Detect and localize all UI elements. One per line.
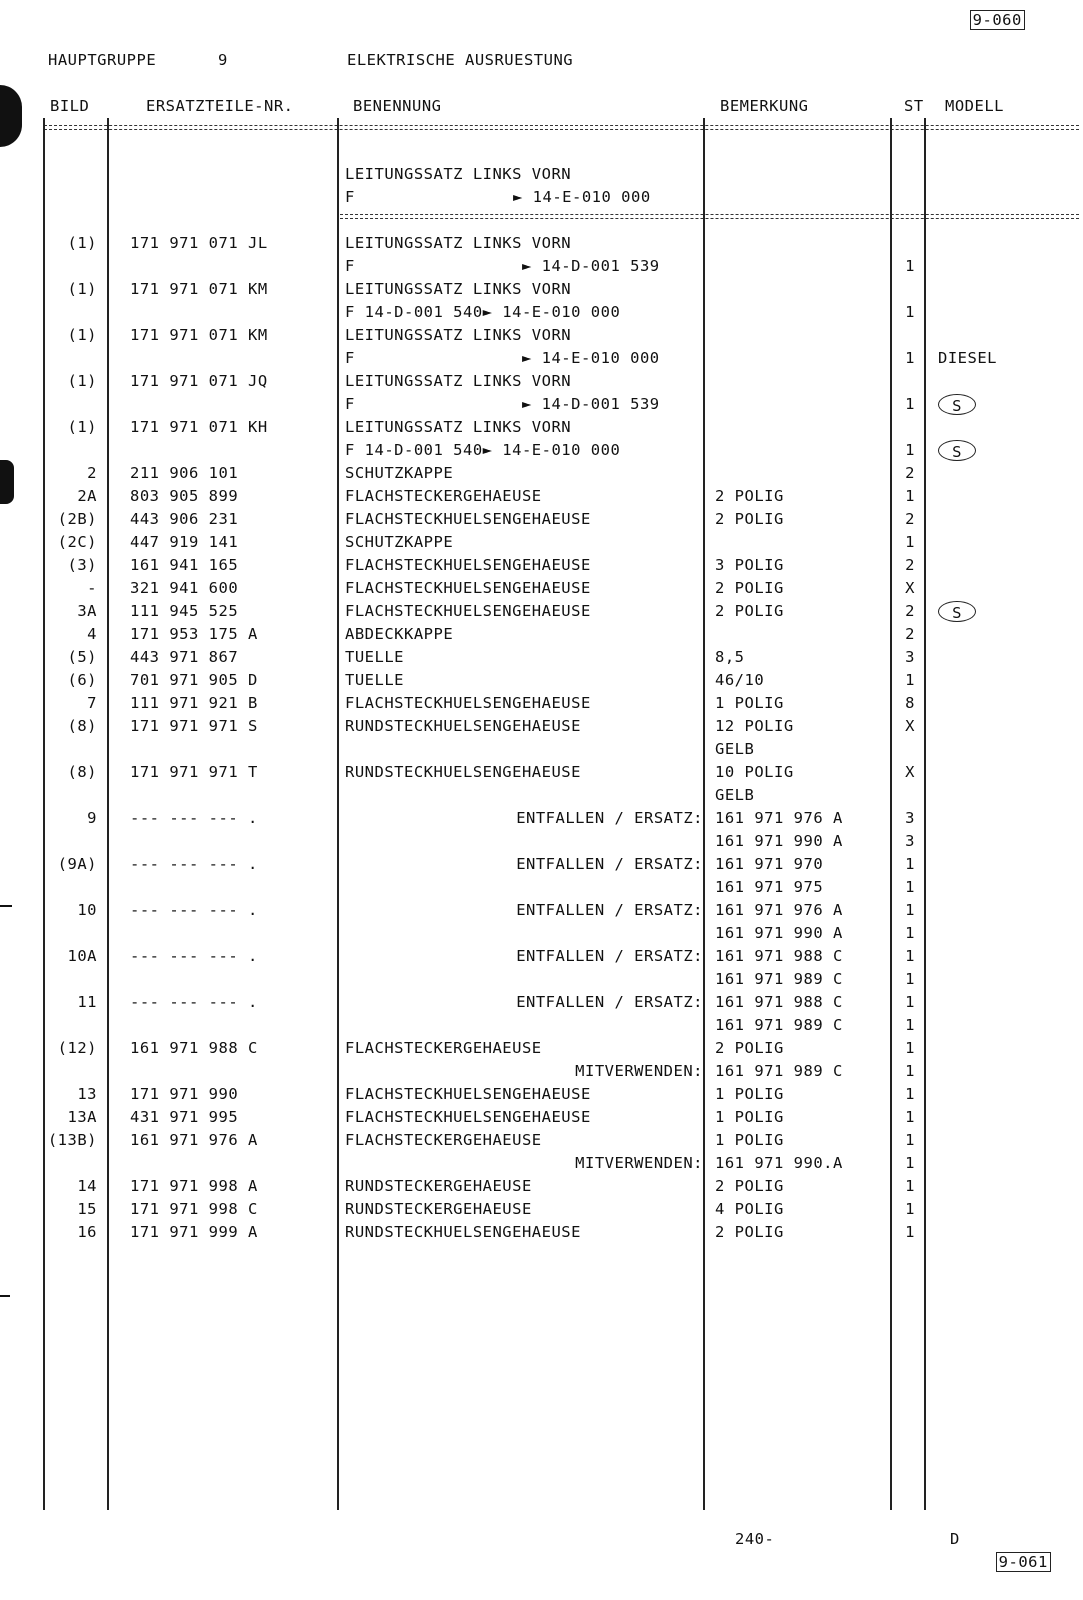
column-header-remark: BEMERKUNG (720, 97, 809, 115)
figure-number: (2B) (57, 510, 97, 528)
figure-number: 16 (77, 1223, 97, 1241)
part-quantity: 1 (905, 1085, 915, 1103)
table-row (0, 692, 1083, 715)
part-number: 171 971 971 S (130, 717, 258, 735)
figure-number: 15 (77, 1200, 97, 1218)
table-row (0, 922, 1083, 945)
part-remark: 161 971 988 C (715, 947, 843, 965)
part-quantity: 1 (905, 924, 915, 942)
part-quantity: 1 (905, 855, 915, 873)
intro-separator (340, 213, 1079, 221)
part-remark: 161 971 990 A (715, 924, 843, 942)
part-quantity: 1 (905, 1016, 915, 1034)
part-description: F 14-D-001 540► 14-E-010 000 (345, 441, 621, 459)
part-quantity: 3 (905, 648, 915, 666)
replacement-note: ENTFALLEN / ERSATZ: (516, 993, 703, 1011)
table-row (0, 485, 1083, 508)
part-number: 171 971 071 JL (130, 234, 268, 252)
part-remark: 161 971 988 C (715, 993, 843, 1011)
replacement-note: ENTFALLEN / ERSATZ: (516, 809, 703, 827)
model-s-badge: S (938, 394, 976, 415)
main-group-title: ELEKTRISCHE AUSRUESTUNG (347, 51, 574, 69)
part-description: FLACHSTECKHUELSENGEHAEUSE (345, 1085, 591, 1103)
part-description: RUNDSTECKHUELSENGEHAEUSE (345, 717, 581, 735)
table-row (0, 623, 1083, 646)
part-description: F ► 14-E-010 000 (345, 349, 660, 367)
part-number: 171 971 071 KM (130, 326, 268, 344)
part-quantity: 2 (905, 510, 915, 528)
main-group-number: 9 (218, 51, 228, 69)
part-quantity: 2 (905, 556, 915, 574)
part-description: RUNDSTECKHUELSENGEHAEUSE (345, 763, 581, 781)
part-remark: 46/10 (715, 671, 765, 689)
part-description: SCHUTZKAPPE (345, 533, 454, 551)
part-quantity: 1 (905, 1131, 915, 1149)
part-quantity: 1 (905, 1154, 915, 1172)
figure-number: (8) (67, 763, 97, 781)
part-quantity: 1 (905, 395, 915, 413)
page-number: 240- (735, 1530, 775, 1548)
table-row (0, 991, 1083, 1014)
scan-edge-mark (0, 85, 22, 147)
table-row (0, 807, 1083, 830)
part-remark: GELB (715, 740, 755, 758)
part-remark: 1 POLIG (715, 1085, 784, 1103)
figure-number: 7 (87, 694, 97, 712)
part-number: 111 971 921 B (130, 694, 258, 712)
part-number: 161 971 988 C (130, 1039, 258, 1057)
part-number: 211 906 101 (130, 464, 239, 482)
part-remark: 2 POLIG (715, 579, 784, 597)
part-quantity: 1 (905, 303, 915, 321)
part-quantity: 1 (905, 1223, 915, 1241)
table-row (0, 646, 1083, 669)
model-s-badge: S (938, 601, 976, 622)
part-remark: 1 POLIG (715, 694, 784, 712)
column-header-bild: BILD (50, 97, 90, 115)
part-remark: 2 POLIG (715, 1223, 784, 1241)
figure-number: (6) (67, 671, 97, 689)
part-description: FLACHSTECKHUELSENGEHAEUSE (345, 556, 591, 574)
part-quantity: 2 (905, 464, 915, 482)
part-number: 431 971 995 (130, 1108, 239, 1126)
part-description: LEITUNGSSATZ LINKS VORN (345, 234, 572, 252)
part-number: --- --- --- . (130, 901, 258, 919)
table-row (0, 301, 1083, 324)
part-number: 171 953 175 A (130, 625, 258, 643)
part-quantity: 1 (905, 1200, 915, 1218)
part-quantity: 1 (905, 947, 915, 965)
part-remark: 161 971 970 (715, 855, 824, 873)
table-row (0, 393, 1083, 416)
top-right-code (950, 0, 1025, 32)
part-quantity: 1 (905, 970, 915, 988)
table-row (0, 416, 1083, 439)
table-row (0, 1221, 1083, 1244)
replacement-note: ENTFALLEN / ERSATZ: (516, 855, 703, 873)
part-number: 171 971 071 KH (130, 418, 268, 436)
part-description: ABDECKKAPPE (345, 625, 454, 643)
table-row (0, 347, 1083, 370)
part-description: F 14-D-001 540► 14-E-010 000 (345, 303, 621, 321)
replacement-note: MITVERWENDEN: (575, 1062, 703, 1080)
intro-range-prefix: F (345, 188, 355, 206)
part-number: 171 971 990 (130, 1085, 239, 1103)
table-row (0, 1037, 1083, 1060)
figure-number: 4 (87, 625, 97, 643)
part-description: FLACHSTECKHUELSENGEHAEUSE (345, 694, 591, 712)
table-row (0, 1198, 1083, 1221)
part-remark: 161 971 990 A (715, 832, 843, 850)
part-remark: 8,5 (715, 648, 745, 666)
part-number: 171 971 071 KM (130, 280, 268, 298)
part-quantity: 1 (905, 441, 915, 459)
table-row (0, 1175, 1083, 1198)
part-description: RUNDSTECKHUELSENGEHAEUSE (345, 1223, 581, 1241)
table-row (0, 1152, 1083, 1175)
figure-number: (1) (67, 234, 97, 252)
table-row (0, 669, 1083, 692)
part-quantity: 1 (905, 993, 915, 1011)
part-remark: 10 POLIG (715, 763, 794, 781)
part-quantity: 1 (905, 349, 915, 367)
part-number: 803 905 899 (130, 487, 239, 505)
part-remark: 161 971 990.A (715, 1154, 843, 1172)
part-remark: 4 POLIG (715, 1200, 784, 1218)
table-row (0, 784, 1083, 807)
part-number: 171 971 998 A (130, 1177, 258, 1195)
part-quantity: 2 (905, 602, 915, 620)
part-number: 161 941 165 (130, 556, 239, 574)
column-header-quantity: ST (904, 97, 924, 115)
figure-number: (8) (67, 717, 97, 735)
footer-code-prefix: D (950, 1530, 960, 1548)
part-description: FLACHSTECKHUELSENGEHAEUSE (345, 510, 591, 528)
intro-range-end: ► 14-E-010 000 (513, 188, 651, 206)
figure-number: 13 (77, 1085, 97, 1103)
part-model: DIESEL (938, 349, 997, 367)
figure-number: (2C) (57, 533, 97, 551)
figure-number: (9A) (57, 855, 97, 873)
table-row (0, 899, 1083, 922)
part-quantity: 1 (905, 257, 915, 275)
part-quantity: X (905, 717, 915, 735)
part-number: 321 941 600 (130, 579, 239, 597)
part-remark: 161 971 975 (715, 878, 824, 896)
part-quantity: 3 (905, 832, 915, 850)
table-row (0, 853, 1083, 876)
main-group-label: HAUPTGRUPPE (48, 51, 157, 69)
part-number: 443 906 231 (130, 510, 239, 528)
part-number: 443 971 867 (130, 648, 239, 666)
part-description: FLACHSTECKERGEHAEUSE (345, 487, 542, 505)
part-remark: 161 971 976 A (715, 901, 843, 919)
column-header-part-number: ERSATZTEILE-NR. (146, 97, 294, 115)
figure-number: 3A (77, 602, 97, 620)
part-remark: 2 POLIG (715, 487, 784, 505)
part-quantity: 1 (905, 901, 915, 919)
part-number: --- --- --- . (130, 809, 258, 827)
part-quantity: X (905, 579, 915, 597)
part-description: FLACHSTECKHUELSENGEHAEUSE (345, 579, 591, 597)
table-row (0, 531, 1083, 554)
part-quantity: 8 (905, 694, 915, 712)
part-description: TUELLE (345, 648, 404, 666)
figure-number: 2 (87, 464, 97, 482)
part-quantity: 1 (905, 1177, 915, 1195)
part-number: 161 971 976 A (130, 1131, 258, 1149)
part-description: LEITUNGSSATZ LINKS VORN (345, 418, 572, 436)
part-remark: 161 971 976 A (715, 809, 843, 827)
part-description: LEITUNGSSATZ LINKS VORN (345, 326, 572, 344)
part-remark: 2 POLIG (715, 510, 784, 528)
part-description: FLACHSTECKHUELSENGEHAEUSE (345, 1108, 591, 1126)
part-number: 701 971 905 D (130, 671, 258, 689)
column-header-description: BENENNUNG (353, 97, 442, 115)
part-description: FLACHSTECKERGEHAEUSE (345, 1131, 542, 1149)
replacement-note: ENTFALLEN / ERSATZ: (516, 901, 703, 919)
part-number: 447 919 141 (130, 533, 239, 551)
table-row (0, 1106, 1083, 1129)
footer-code (976, 1528, 1051, 1574)
part-description: LEITUNGSSATZ LINKS VORN (345, 280, 572, 298)
table-row (0, 278, 1083, 301)
table-row (0, 439, 1083, 462)
table-row (0, 876, 1083, 899)
part-number: 171 971 999 A (130, 1223, 258, 1241)
table-row (0, 554, 1083, 577)
figure-number: (1) (67, 326, 97, 344)
part-remark: 161 971 989 C (715, 1062, 843, 1080)
table-row (0, 462, 1083, 485)
part-description: RUNDSTECKERGEHAEUSE (345, 1177, 532, 1195)
table-row (0, 715, 1083, 738)
figure-number: - (87, 579, 97, 597)
figure-number: (13B) (47, 1131, 97, 1149)
figure-number: (12) (57, 1039, 97, 1057)
part-remark: 2 POLIG (715, 1177, 784, 1195)
part-number: --- --- --- . (130, 993, 258, 1011)
figure-number: (1) (67, 418, 97, 436)
part-remark: 3 POLIG (715, 556, 784, 574)
part-number: 171 971 998 C (130, 1200, 258, 1218)
table-row (0, 600, 1083, 623)
figure-number: 14 (77, 1177, 97, 1195)
figure-number: 11 (77, 993, 97, 1011)
part-quantity: X (905, 763, 915, 781)
part-quantity: 1 (905, 1062, 915, 1080)
table-row (0, 945, 1083, 968)
part-description: F ► 14-D-001 539 (345, 257, 660, 275)
figure-number: 13A (67, 1108, 97, 1126)
part-description: F ► 14-D-001 539 (345, 395, 660, 413)
figure-number: 2A (77, 487, 97, 505)
part-remark: 161 971 989 C (715, 970, 843, 988)
figure-number: (1) (67, 372, 97, 390)
intro-title: LEITUNGSSATZ LINKS VORN (345, 165, 572, 183)
table-row (0, 830, 1083, 853)
part-quantity: 2 (905, 625, 915, 643)
table-row (0, 255, 1083, 278)
part-quantity: 3 (905, 809, 915, 827)
part-remark: 161 971 989 C (715, 1016, 843, 1034)
part-number: --- --- --- . (130, 947, 258, 965)
part-remark: GELB (715, 786, 755, 804)
figure-number: 10 (77, 901, 97, 919)
part-remark: 2 POLIG (715, 602, 784, 620)
part-description: SCHUTZKAPPE (345, 464, 454, 482)
part-remark: 1 POLIG (715, 1108, 784, 1126)
part-quantity: 1 (905, 878, 915, 896)
replacement-note: ENTFALLEN / ERSATZ: (516, 947, 703, 965)
table-row (0, 1083, 1083, 1106)
part-description: FLACHSTECKHUELSENGEHAEUSE (345, 602, 591, 620)
replacement-note: MITVERWENDEN: (575, 1154, 703, 1172)
footer-code-box: 9-061 (996, 1552, 1051, 1572)
table-row (0, 232, 1083, 255)
part-number: 111 945 525 (130, 602, 239, 620)
part-quantity: 1 (905, 1108, 915, 1126)
table-row (0, 577, 1083, 600)
part-remark: 12 POLIG (715, 717, 794, 735)
part-quantity: 1 (905, 487, 915, 505)
table-row (0, 508, 1083, 531)
part-description: LEITUNGSSATZ LINKS VORN (345, 372, 572, 390)
figure-number: (1) (67, 280, 97, 298)
part-remark: 2 POLIG (715, 1039, 784, 1057)
figure-number: 10A (67, 947, 97, 965)
part-description: RUNDSTECKERGEHAEUSE (345, 1200, 532, 1218)
scan-edge-mark (0, 1295, 10, 1297)
part-number: 171 971 971 T (130, 763, 258, 781)
model-s-badge: S (938, 440, 976, 461)
table-row (0, 1129, 1083, 1152)
table-row (0, 761, 1083, 784)
table-row (0, 1060, 1083, 1083)
table-row (0, 738, 1083, 761)
table-row (0, 324, 1083, 347)
part-description: TUELLE (345, 671, 404, 689)
column-header-model: MODELL (945, 97, 1004, 115)
part-quantity: 1 (905, 671, 915, 689)
part-remark: 1 POLIG (715, 1131, 784, 1149)
table-row (0, 370, 1083, 393)
figure-number: (3) (67, 556, 97, 574)
part-quantity: 1 (905, 533, 915, 551)
table-row (0, 968, 1083, 991)
top-right-code-box: 9-060 (970, 10, 1025, 30)
part-number: --- --- --- . (130, 855, 258, 873)
figure-number: 9 (87, 809, 97, 827)
part-description: FLACHSTECKERGEHAEUSE (345, 1039, 542, 1057)
figure-number: (5) (67, 648, 97, 666)
part-number: 171 971 071 JQ (130, 372, 268, 390)
part-quantity: 1 (905, 1039, 915, 1057)
table-row (0, 1014, 1083, 1037)
